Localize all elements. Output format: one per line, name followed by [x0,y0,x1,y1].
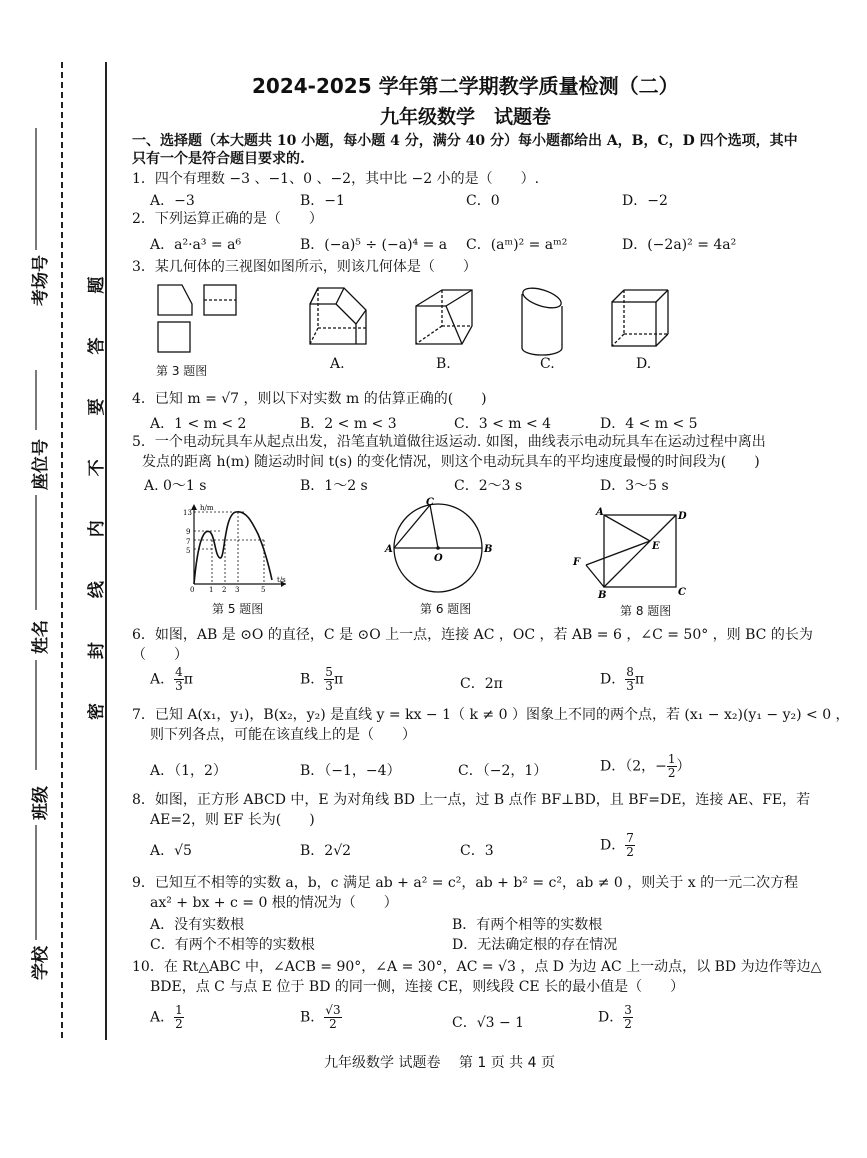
q5-xtick-1: 1 [209,586,214,592]
q6-stem-cont: （ ） [132,647,188,663]
q8-label-d: D [678,511,687,522]
q8-option-c: C．3 [460,843,494,859]
q9-option-c: C．有两个不相等的实数根 [150,937,315,953]
q5-xtick-2: 2 [222,586,227,592]
q3-option-d: D. [636,356,652,372]
q5-caption: 第 5 题图 [212,602,264,616]
q8-stem: 8．如图，正方形 ABCD 中，E 为对角线 BD 上一点，过 B 点作 BF⊥BD，且 BF=DE，连接 AE、FE，若 [132,792,811,808]
q2-option-a: A．a²·a³ = a⁶ [150,237,242,253]
q5-graph-ylabel: h/m [200,504,214,512]
q6-label-c: C [426,497,434,508]
q7-stem: 7．已知 A(x₁，y₁)，B(x₂，y₂) 是直线 y = kx − 1（ k ≠ 0 ）图象上不同的两个点，若 (x₁ − x₂)(y₁ − y₂) < 0 ， [132,707,850,723]
q8-label-f: F [573,557,581,568]
q8-label-a: A [596,507,604,518]
field-exam-room-label: 考场号 [31,255,51,306]
q3-caption: 第 3 题图 [156,364,208,378]
q3-option-b: B. [436,356,451,372]
q8-option-a: A．√5 [150,843,192,859]
q1-option-d: D．−2 [622,193,668,209]
seal-notice: 密 封 线 内 不 要 答 题 [87,257,107,720]
q5-line1: 5．一个电动玩具车从起点出发，沿笔直轨道做往返运动. 如图，曲线表示电动玩具车在运动过程中离出 [132,434,766,450]
solid-a [310,288,366,344]
q6-label-b: B [484,544,493,555]
q5-graph [182,500,292,592]
q1-option-b: B．−1 [300,193,345,209]
q8-figure [566,505,696,601]
q8-label-c: C [678,587,686,598]
field-class-label: 班级 [31,786,51,820]
q5-option-d: D．3～5 s [600,478,669,494]
q2-option-d: D．(−2a)² = 4a² [622,237,737,253]
q3-stem: 3．某几何体的三视图如图所示，则该几何体是（ ） [132,259,477,275]
q5-option-c: C．2～3 s [454,478,523,494]
field-name-label: 姓名 [31,620,51,654]
q6-stem: 6．如图，AB 是 ⊙O 的直径，C 是 ⊙O 上一点，连接 AC ，OC ，若 AB = 6 ，∠C = 50° ，则 BC 的长为 [132,627,813,643]
q8-label-e: E [652,541,660,552]
q5-ytick-5: 5 [186,547,191,555]
q10-option-d: D． $\frac{3}{2}$ [598,1003,632,1031]
q6-option-c: C．2π [460,676,503,692]
q3-figures [150,282,690,362]
q6-label-o: O [434,553,443,564]
q6-option-d: D． $\frac{8}{3}$ π [600,665,645,693]
solid-b [416,290,472,344]
q6-label-a: A [385,544,393,555]
q10-stem-cont: BDE，点 C 与点 E 位于 BD 的同一侧，连接 CE，则线段 CE 长的最小值是（ ） [150,979,685,995]
q9-option-a: A．没有实数根 [150,917,245,933]
q3-option-c: C. [540,356,555,372]
q10-stem: 10．在 Rt△ABC 中，∠ACB = 90°，∠A = 30°，AC = √3 ，点 D 为边 AC 上一动点，以 BD 为边作等边△ [132,959,822,975]
q4-option-c: C．3 < m < 4 [454,416,552,432]
q5-option-b: B．1～2 s [300,478,368,494]
q7-option-d: D．（2，− $\frac{1}{2}$ ） [600,752,691,780]
q6-caption: 第 6 题图 [420,602,472,616]
q10-option-a: A． $\frac{1}{2}$ [150,1003,183,1031]
q4-option-d: D．4 < m < 5 [600,416,698,432]
q2-option-b: B．(−a)⁵ ÷ (−a)⁴ = a [300,237,448,253]
page-subtitle: 九年级数学 试题卷 [380,106,552,128]
field-school-label: 学校 [31,946,51,980]
q5-ytick-9: 9 [186,528,191,536]
q9-option-b: B．有两个相等的实数根 [452,917,603,933]
q7-option-b: B．（−1，−4） [300,763,401,779]
q4-stem: 4．已知 m = √7 ，则以下对实数 m 的估算正确的( ) [132,391,487,407]
q8-caption: 第 8 题图 [620,604,672,618]
q10-option-c: C．√3 − 1 [452,1015,525,1031]
section-intro-line2: 只有一个是符合题目要求的. [132,151,305,167]
q5-line2: 发点的距离 h(m) 随运动时间 t(s) 的变化情况，则这个电动玩具车的平均速度最慢的时间段为( ) [142,454,760,470]
q8-stem-cont: AE=2，则 EF 长为( ) [150,812,315,828]
q8-option-d: D． $\frac{7}{2}$ [600,831,634,859]
q9-option-d: D．无法确定根的存在情况 [452,937,618,953]
q1-stem: 1．四个有理数 −3 、−1、0 、−2，其中比 −2 小的是（ ）. [132,171,540,187]
field-seat-label: 座位号 [31,439,51,490]
q8-label-b: B [598,590,607,601]
q10-option-b: B． $\frac{√3}{2}$ [300,1003,341,1031]
page-title: 2024-2025 学年第二学期教学质量检测（二） [252,74,679,98]
q4-option-a: A．1 < m < 2 [150,416,247,432]
q5-graph-xlabel: t/s [277,576,286,584]
q1-option-c: C．0 [466,193,500,209]
q6-figure [384,496,494,598]
three-view-figure [158,285,236,352]
q4-option-b: B．2 < m < 3 [300,416,397,432]
q9-stem: 9．已知互不相等的实数 a，b，c 满足 ab + a² = c²，ab + b² = c²，ab ≠ 0 ，则关于 x 的一元二次方程 [132,875,799,891]
q5-xtick-0: 0 [190,586,195,592]
q5-xtick-3: 3 [235,586,240,592]
q8-option-b: B．2√2 [300,843,352,859]
solid-d [612,290,668,346]
q7-stem-cont: 则下列各点，可能在该直线上的是（ ） [150,727,416,743]
q1-option-a: A．−3 [150,193,195,209]
solid-c [521,284,564,355]
q5-option-a: A. 0～1 s [144,478,207,494]
q6-option-a: A． $\frac{4}{3}$ π [150,665,193,693]
page-footer: 九年级数学 试题卷 第 1 页 共 4 页 [324,1055,555,1071]
q2-stem: 2．下列运算正确的是（ ） [132,211,323,227]
q7-option-a: A．（1，2） [150,763,227,779]
q3-option-a: A. [330,356,345,372]
section-intro-line1: 一、选择题（本大题共 10 小题，每小题 4 分，满分 40 分）每小题都给出 A，B，C，D 四个选项，其中 [132,133,798,149]
q5-xtick-5: 5 [261,586,266,592]
q6-option-b: B． $\frac{5}{3}$ π [300,665,344,693]
q2-option-c: C．(aᵐ)² = aᵐ² [466,237,568,253]
q5-ytick-13: 13 [183,509,192,517]
q9-stem-cont: ax² + bx + c = 0 根的情况为（ ） [150,895,398,911]
q5-ytick-7: 7 [186,538,191,546]
q7-option-c: C．（−2，1） [458,763,548,779]
